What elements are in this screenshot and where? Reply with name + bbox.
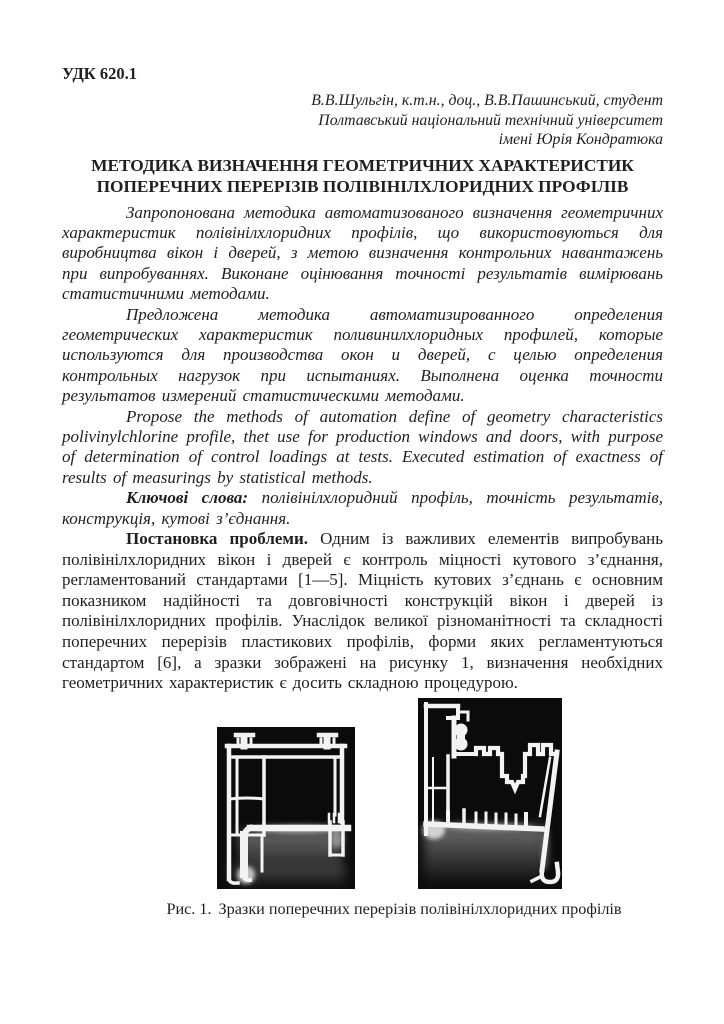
sash-profile-cross-section-image	[418, 698, 562, 889]
paragraph-lead: Постановка проблеми.	[126, 529, 309, 548]
author-block	[62, 91, 663, 150]
title-line-1: МЕТОДИКА ВИЗНАЧЕННЯ ГЕОМЕТРИЧНИХ ХАРАКТЕРИСТИК	[91, 155, 634, 175]
figure1-photo-sash-profile	[418, 698, 562, 889]
text-column	[62, 63, 663, 694]
figure-caption-label: Рис. 1.	[166, 900, 212, 918]
problem-statement-paragraph	[62, 529, 663, 694]
keywords-paragraph	[62, 488, 663, 529]
affiliation-line-1: Полтавський національний технічний університет	[318, 111, 663, 129]
abstract-english: Propose the methods of automation define of geometry characteristics polivinylchlorine profile, thet use for production windows and doors, with purpose of determination of control loadings at tests. Executed estimation of exactness of results of measurings by statistical methods.	[62, 406, 663, 487]
keywords-text: полівінілхлоридний профіль, точність результатів, конструкція, кутові з’єднання.	[62, 488, 663, 528]
figure1-photo-frame-profile	[217, 727, 355, 889]
paragraph-text: Одним із важливих елементів випробувань полівінілхлоридних вікон і дверей є контроль міцності кутового з’єднання, регламентований стандартами [1—5]. Міцність кутових з’єднань є основним показником надійності та довговічності конструкцій вікон і дверей із полівінілхлоридних профілів. Унаслідок великої різноманітності та складності поперечних перерізів пластикових профілів, форми яких регламентуються стандартом [6], а зразки зображені на рисунку 1, визначення необхідних геометричних характеристик є досить складною процедурою.	[62, 529, 663, 693]
abstract-russian: Предложена методика автоматизированного определения геометрических характеристик поливинилхлоридных профилей, которые используются для производства окон и дверей, с целью определения контрольных нагрузок при испытаниях. Выполнена оценка точности результатов измерений статистическими методами.	[62, 304, 663, 406]
frame-profile-cross-section-image	[217, 727, 355, 889]
abstract-ukrainian: Запропонована методика автоматизованого визначення геометричних характеристик полівінілхлоридних профілів, що використовуються для виробництва вікон і дверей, з метою визначення контрольних навантажень при випробуваннях. Виконане оцінювання точності результатів вимірювань статистичними методами.	[62, 202, 663, 304]
figure-caption	[64, 899, 724, 919]
affiliation-line-2: імені Юрія Кондратюка	[498, 131, 663, 148]
article-title	[62, 155, 663, 197]
udc-code: УДК 620.1	[62, 64, 138, 83]
figure-caption-text: Зразки поперечних перерізів полівінілхлоридних профілів	[218, 900, 622, 918]
keywords-label: Ключові слова:	[126, 488, 249, 508]
author-line: В.В.Шульгін, к.т.н., доц., В.В.Пашинський, студент	[311, 92, 663, 109]
title-line-2: ПОПЕРЕЧНИХ ПЕРЕРІЗІВ ПОЛІВІНІЛХЛОРИДНИХ ПРОФІЛІВ	[96, 176, 629, 196]
